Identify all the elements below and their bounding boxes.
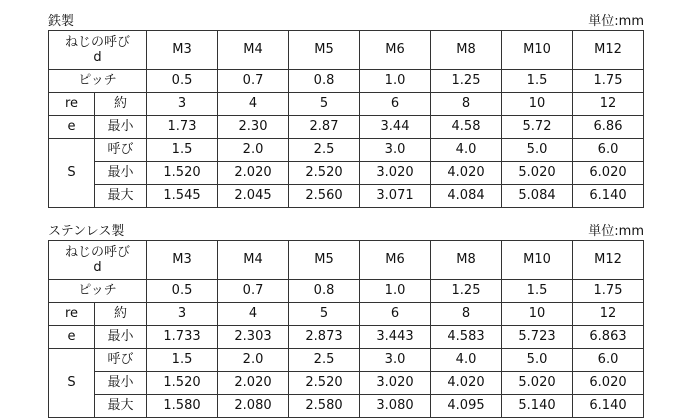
s-nominal-cell: 3.0 bbox=[360, 349, 431, 372]
s-nominal-row bbox=[49, 349, 644, 372]
stainless-spec-section bbox=[48, 216, 644, 418]
s-max-cell: 2.080 bbox=[218, 395, 289, 418]
s-min-cell: 5.020 bbox=[502, 162, 573, 185]
unit-label: 単位:mm bbox=[588, 14, 644, 29]
s-max-cell: 4.084 bbox=[431, 185, 502, 208]
re-cell: 10 bbox=[502, 303, 573, 326]
re-cell: 4 bbox=[218, 303, 289, 326]
s-max-cell: 1.545 bbox=[147, 185, 218, 208]
s-min-cell: 2.020 bbox=[218, 372, 289, 395]
re-cell: 3 bbox=[147, 93, 218, 116]
re-cell: 3 bbox=[147, 303, 218, 326]
size-column-header: M3 bbox=[147, 31, 218, 70]
s-max-cell: 6.140 bbox=[573, 185, 644, 208]
pitch-cell: 1.5 bbox=[502, 280, 573, 303]
pitch-cell: 0.8 bbox=[289, 280, 360, 303]
thread-size-symbol: d bbox=[93, 260, 102, 275]
header-row bbox=[49, 31, 644, 70]
s-min-cell: 2.520 bbox=[289, 162, 360, 185]
spec-table bbox=[48, 30, 644, 208]
s-max-sub-label: 最大 bbox=[95, 395, 147, 418]
pitch-label: ピッチ bbox=[49, 280, 147, 303]
section-title: ステンレス製 bbox=[48, 224, 125, 239]
pitch-cell: 0.7 bbox=[218, 280, 289, 303]
pitch-cell: 0.8 bbox=[289, 70, 360, 93]
re-cell: 4 bbox=[218, 93, 289, 116]
s-min-sub-label: 最小 bbox=[95, 162, 147, 185]
size-column-header: M12 bbox=[573, 31, 644, 70]
re-label: re bbox=[49, 93, 95, 116]
s-nominal-sub-label: 呼び bbox=[95, 139, 147, 162]
pitch-cell: 0.5 bbox=[147, 280, 218, 303]
e-label: e bbox=[49, 116, 95, 139]
s-min-row bbox=[49, 162, 644, 185]
re-cell: 6 bbox=[360, 93, 431, 116]
s-min-sub-label: 最小 bbox=[95, 372, 147, 395]
re-cell: 12 bbox=[573, 93, 644, 116]
e-cell: 1.73 bbox=[147, 116, 218, 139]
pitch-cell: 1.5 bbox=[502, 70, 573, 93]
thread-size-header bbox=[49, 241, 147, 280]
s-nominal-cell: 2.0 bbox=[218, 139, 289, 162]
s-max-cell: 3.080 bbox=[360, 395, 431, 418]
s-max-cell: 5.084 bbox=[502, 185, 573, 208]
pitch-cell: 0.7 bbox=[218, 70, 289, 93]
e-cell: 6.863 bbox=[573, 326, 644, 349]
e-cell: 4.583 bbox=[431, 326, 502, 349]
steel-spec-section bbox=[48, 6, 644, 208]
size-column-header: M4 bbox=[218, 31, 289, 70]
e-cell: 2.873 bbox=[289, 326, 360, 349]
re-cell: 6 bbox=[360, 303, 431, 326]
s-nominal-cell: 2.5 bbox=[289, 139, 360, 162]
size-column-header: M8 bbox=[431, 31, 502, 70]
s-min-cell: 5.020 bbox=[502, 372, 573, 395]
s-min-cell: 4.020 bbox=[431, 162, 502, 185]
size-column-header: M6 bbox=[360, 241, 431, 280]
re-sub-label: 約 bbox=[95, 303, 147, 326]
pitch-row bbox=[49, 70, 644, 93]
re-cell: 10 bbox=[502, 93, 573, 116]
s-nominal-cell: 6.0 bbox=[573, 139, 644, 162]
pitch-cell: 1.0 bbox=[360, 70, 431, 93]
section-header bbox=[48, 6, 644, 30]
pitch-cell: 1.25 bbox=[431, 280, 502, 303]
pitch-cell: 1.75 bbox=[573, 280, 644, 303]
thread-size-label: ねじの呼び bbox=[65, 245, 131, 260]
s-max-sub-label: 最大 bbox=[95, 185, 147, 208]
s-nominal-cell: 4.0 bbox=[431, 349, 502, 372]
s-nominal-cell: 5.0 bbox=[502, 139, 573, 162]
re-sub-label: 約 bbox=[95, 93, 147, 116]
re-label: re bbox=[49, 303, 95, 326]
s-max-cell: 2.580 bbox=[289, 395, 360, 418]
pitch-label: ピッチ bbox=[49, 70, 147, 93]
thread-size-label: ねじの呼び bbox=[65, 35, 131, 50]
s-max-cell: 5.140 bbox=[502, 395, 573, 418]
e-sub-label: 最小 bbox=[95, 326, 147, 349]
size-column-header: M8 bbox=[431, 241, 502, 280]
unit-label: 単位:mm bbox=[588, 224, 644, 239]
s-min-cell: 3.020 bbox=[360, 162, 431, 185]
s-nominal-sub-label: 呼び bbox=[95, 349, 147, 372]
re-cell: 8 bbox=[431, 303, 502, 326]
size-column-header: M4 bbox=[218, 241, 289, 280]
e-cell: 2.30 bbox=[218, 116, 289, 139]
size-column-header: M3 bbox=[147, 241, 218, 280]
pitch-cell: 1.0 bbox=[360, 280, 431, 303]
s-max-row bbox=[49, 395, 644, 418]
s-nominal-cell: 1.5 bbox=[147, 349, 218, 372]
re-row bbox=[49, 303, 644, 326]
re-row bbox=[49, 93, 644, 116]
s-min-row bbox=[49, 372, 644, 395]
e-sub-label: 最小 bbox=[95, 116, 147, 139]
s-nominal-row bbox=[49, 139, 644, 162]
s-max-cell: 4.095 bbox=[431, 395, 502, 418]
s-nominal-cell: 3.0 bbox=[360, 139, 431, 162]
size-column-header: M10 bbox=[502, 241, 573, 280]
spec-table bbox=[48, 240, 644, 418]
section-title: 鉄製 bbox=[48, 14, 75, 29]
s-max-cell: 2.560 bbox=[289, 185, 360, 208]
re-cell: 12 bbox=[573, 303, 644, 326]
thread-size-symbol: d bbox=[93, 50, 102, 65]
pitch-row bbox=[49, 280, 644, 303]
s-min-cell: 1.520 bbox=[147, 162, 218, 185]
e-cell: 3.443 bbox=[360, 326, 431, 349]
s-min-cell: 4.020 bbox=[431, 372, 502, 395]
size-column-header: M12 bbox=[573, 241, 644, 280]
e-label: e bbox=[49, 326, 95, 349]
e-cell: 3.44 bbox=[360, 116, 431, 139]
s-max-cell: 6.140 bbox=[573, 395, 644, 418]
s-min-cell: 2.020 bbox=[218, 162, 289, 185]
s-min-cell: 2.520 bbox=[289, 372, 360, 395]
section-header bbox=[48, 216, 644, 240]
s-nominal-cell: 2.5 bbox=[289, 349, 360, 372]
size-column-header: M5 bbox=[289, 241, 360, 280]
pitch-cell: 1.75 bbox=[573, 70, 644, 93]
e-cell: 5.72 bbox=[502, 116, 573, 139]
re-cell: 8 bbox=[431, 93, 502, 116]
s-max-row bbox=[49, 185, 644, 208]
s-max-cell: 2.045 bbox=[218, 185, 289, 208]
s-min-cell: 6.020 bbox=[573, 372, 644, 395]
e-cell: 1.733 bbox=[147, 326, 218, 349]
s-min-cell: 6.020 bbox=[573, 162, 644, 185]
e-cell: 4.58 bbox=[431, 116, 502, 139]
s-label: S bbox=[49, 349, 95, 418]
re-cell: 5 bbox=[289, 93, 360, 116]
s-label: S bbox=[49, 139, 95, 208]
e-cell: 2.87 bbox=[289, 116, 360, 139]
e-cell: 6.86 bbox=[573, 116, 644, 139]
pitch-cell: 0.5 bbox=[147, 70, 218, 93]
s-min-cell: 3.020 bbox=[360, 372, 431, 395]
e-row bbox=[49, 116, 644, 139]
header-row bbox=[49, 241, 644, 280]
s-max-cell: 3.071 bbox=[360, 185, 431, 208]
s-nominal-cell: 6.0 bbox=[573, 349, 644, 372]
size-column-header: M6 bbox=[360, 31, 431, 70]
s-min-cell: 1.520 bbox=[147, 372, 218, 395]
s-nominal-cell: 2.0 bbox=[218, 349, 289, 372]
s-nominal-cell: 4.0 bbox=[431, 139, 502, 162]
e-cell: 5.723 bbox=[502, 326, 573, 349]
s-nominal-cell: 5.0 bbox=[502, 349, 573, 372]
pitch-cell: 1.25 bbox=[431, 70, 502, 93]
e-cell: 2.303 bbox=[218, 326, 289, 349]
s-max-cell: 1.580 bbox=[147, 395, 218, 418]
thread-size-header bbox=[49, 31, 147, 70]
re-cell: 5 bbox=[289, 303, 360, 326]
s-nominal-cell: 1.5 bbox=[147, 139, 218, 162]
size-column-header: M5 bbox=[289, 31, 360, 70]
e-row bbox=[49, 326, 644, 349]
size-column-header: M10 bbox=[502, 31, 573, 70]
